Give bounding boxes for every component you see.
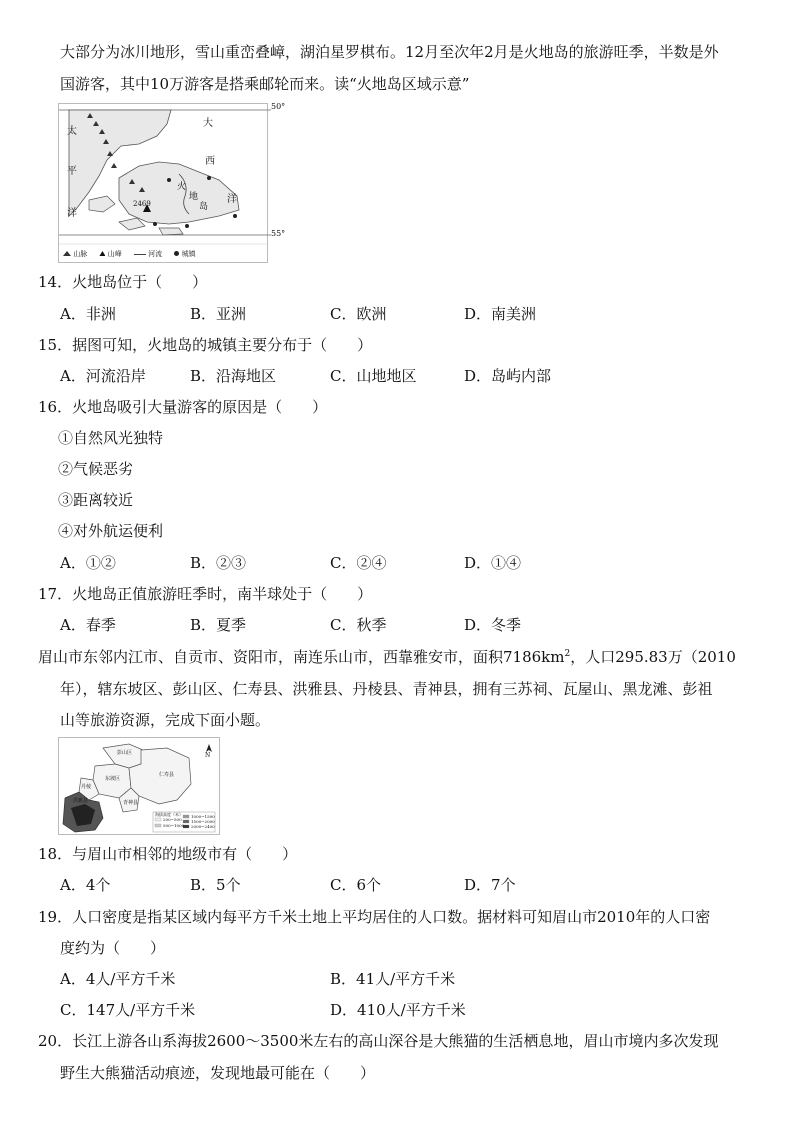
answer-option[interactable]: D．冬季	[464, 616, 522, 634]
answer-option[interactable]: A．①②	[60, 554, 116, 572]
answer-option[interactable]: C．147人/平方千米	[60, 1001, 196, 1019]
question-stem: 14．火地岛位于（ ）	[38, 273, 208, 291]
answer-option[interactable]: D．410人/平方千米	[330, 1001, 466, 1019]
district-label: 青神县	[123, 800, 139, 806]
answer-option[interactable]: C．6个	[330, 876, 382, 894]
answer-option[interactable]: C．秋季	[330, 616, 387, 634]
answer-option[interactable]: D．南美洲	[464, 305, 537, 323]
legend-label: 2000~2400	[191, 824, 215, 829]
latitude-label: 50°	[271, 102, 286, 111]
legend-label: 山峰	[107, 250, 122, 258]
intro-text: 眉山市东邻内江市、自贡市、资阳市，南连乐山市，西靠雅安市，面积7186km	[38, 648, 565, 666]
meishan-map	[58, 737, 220, 835]
answer-option[interactable]: C．欧洲	[330, 305, 387, 323]
question-stem-continued: 度约为（ ）	[60, 939, 166, 957]
mountain-range-icon	[63, 251, 71, 256]
legend-label: 200~500	[163, 817, 182, 822]
legend-title: 海拔高度（米）	[155, 812, 183, 817]
answer-option[interactable]: D．7个	[464, 876, 516, 894]
answer-option[interactable]: A．4个	[60, 876, 111, 894]
answer-option[interactable]: A．春季	[60, 616, 116, 634]
answer-option[interactable]: B．②③	[190, 554, 247, 572]
answer-option[interactable]: C．②④	[330, 554, 387, 572]
district-label: 东坡区	[105, 776, 121, 782]
island-label: 岛	[199, 202, 209, 212]
legend-label: 1000~1500	[191, 814, 215, 819]
district-label: 仁寿县	[159, 772, 175, 778]
peak-icon	[99, 251, 105, 256]
intro-text-line	[38, 647, 736, 667]
question-stem: 16．火地岛吸引大量游客的原因是（ ）	[38, 398, 328, 416]
statement-item: ①自然风光独特	[58, 429, 164, 447]
ocean-label: 洋	[227, 194, 237, 205]
intro-text-line: 国游客，其中10万游客是搭乘邮轮而来。读“火地岛区域示意”	[60, 75, 470, 93]
river-icon	[134, 254, 146, 255]
district-label: 洪雅县	[73, 798, 89, 804]
question-stem-continued: 野生大熊猫活动痕迹，发现地最可能在（ ）	[60, 1064, 376, 1082]
legend-label: 山脉	[73, 250, 88, 258]
statement-item: ④对外航运便利	[58, 522, 164, 540]
legend-label: 500~1000	[163, 823, 185, 828]
answer-option[interactable]: D．岛屿内部	[464, 367, 552, 385]
answer-option[interactable]: D．①④	[464, 554, 522, 572]
legend-label: 1500~2000	[191, 819, 215, 824]
question-stem: 18．与眉山市相邻的地级市有（ ）	[38, 845, 298, 863]
legend-label: 河流	[148, 250, 163, 258]
question-stem: 15．据图可知，火地岛的城镇主要分布于（ ）	[38, 336, 373, 354]
answer-option[interactable]: B．5个	[190, 876, 241, 894]
ocean-label: 平	[67, 166, 77, 177]
town-icon	[174, 251, 179, 256]
island-label: 地	[189, 192, 199, 202]
ocean-label: 太	[67, 126, 77, 137]
statement-item: ③距离较近	[58, 491, 134, 509]
peak-elevation-label: 2469	[133, 200, 151, 208]
statement-item: ②气候恶劣	[58, 460, 134, 478]
island-label: 火	[177, 182, 187, 192]
intro-text: ，人口295.83万（2010	[570, 648, 736, 666]
legend-label: 城镇	[181, 250, 196, 258]
answer-option[interactable]: B．沿海地区	[190, 367, 277, 385]
intro-text-line: 山等旅游资源，完成下面小题。	[60, 711, 271, 729]
small-island	[159, 228, 183, 235]
question-stem: 17．火地岛正值旅游旺季时，南半球处于（ ）	[38, 585, 373, 603]
north-label: N	[205, 752, 211, 759]
ocean-label: 洋	[67, 208, 77, 219]
answer-option[interactable]: A．河流沿岸	[60, 367, 146, 385]
question-stem: 20．长江上游各山系海拔2600～3500米左右的高山深谷是大熊猫的生活栖息地，眉山市境内多次发现	[38, 1032, 719, 1050]
intro-text-line: 大部分为冰川地形，雪山重峦叠嶂，湖泊星罗棋布。12月至次年2月是火地岛的旅游旺季，半数是外	[60, 43, 719, 61]
intro-text-line: 年），辖东坡区、彭山区、仁寿县、洪雅县、丹棱县、青神县，拥有三苏祠、瓦屋山、黑龙滩、彭祖	[60, 680, 713, 698]
answer-option[interactable]: C．山地地区	[330, 367, 417, 385]
district-label: 丹棱	[81, 784, 92, 790]
answer-option[interactable]: A．4人/平方千米	[60, 970, 176, 988]
map-legend	[63, 249, 196, 259]
answer-option[interactable]: B．夏季	[190, 616, 247, 634]
answer-option[interactable]: A．非洲	[60, 305, 116, 323]
superscript: 2	[564, 649, 571, 659]
ocean-label: 大	[203, 118, 213, 129]
answer-option[interactable]: B．41人/平方千米	[330, 970, 456, 988]
answer-option[interactable]: B．亚洲	[190, 305, 247, 323]
district-label: 彭山区	[117, 750, 133, 756]
ocean-label: 西	[205, 156, 215, 167]
latitude-label: 55°	[271, 229, 286, 238]
tierra-del-fuego-map	[58, 102, 286, 263]
question-stem: 19．人口密度是指某区域内每平方千米土地上平均居住的人口数。据材料可知眉山市2010年的人口密	[38, 908, 711, 926]
